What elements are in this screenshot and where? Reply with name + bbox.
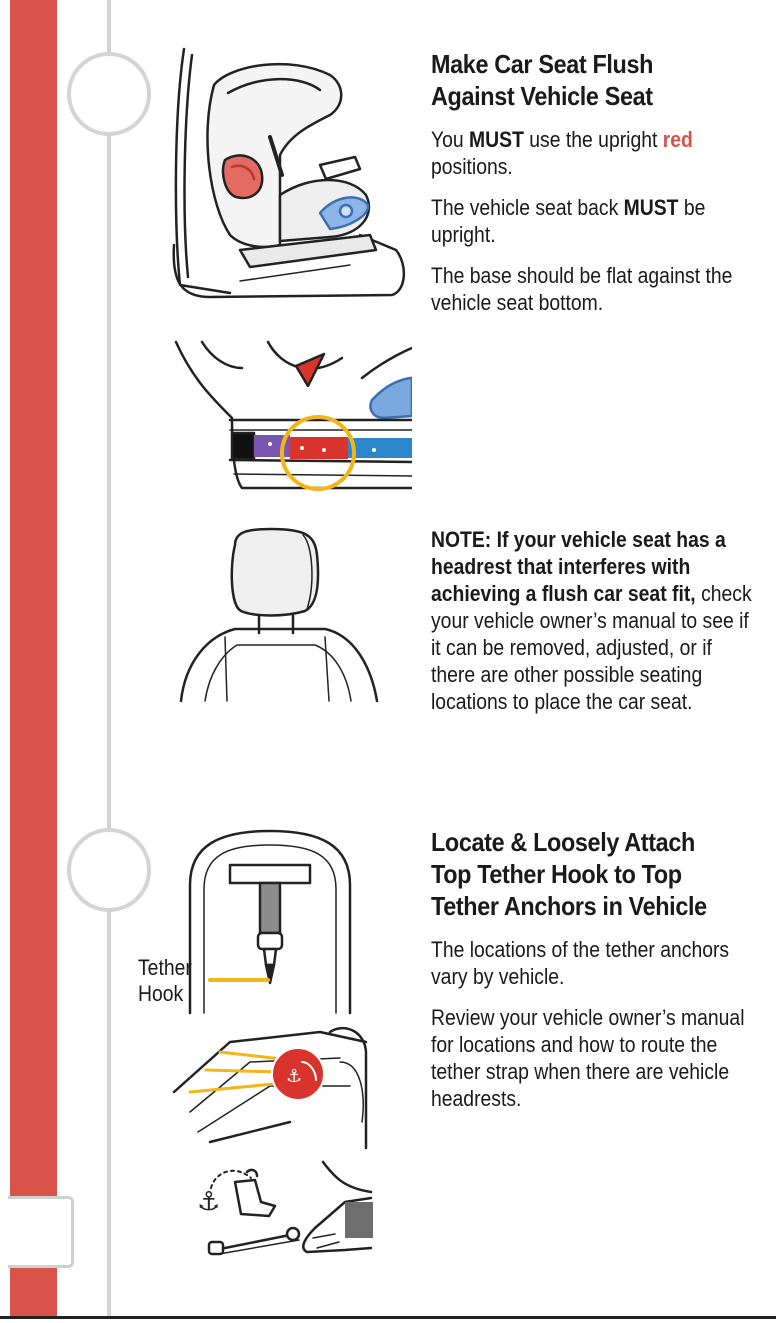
step-2-text [431, 826, 771, 1126]
step-1-paragraph-seatback: The vehicle seat back MUST be upright. [431, 195, 706, 247]
side-color-bar [10, 0, 57, 1316]
step-1-paragraph-upright: You MUST use the upright red positions. [431, 127, 693, 179]
step-1-paragraph-base: The base should be flat against the vehicle seat bottom. [431, 263, 733, 315]
svg-text:⚓: ⚓ [197, 1187, 221, 1217]
bottom-rule [0, 1316, 776, 1319]
hand-tether-strap-illustration [195, 1158, 373, 1266]
tether-anchor-vehicle-illustration [170, 1022, 370, 1150]
step-2-marker [67, 828, 151, 912]
note-text [431, 526, 771, 729]
step-timeline-line [107, 0, 111, 1316]
tether-hook-label: Tether Hook [138, 955, 192, 1006]
tether-hook-seat-illustration [180, 825, 360, 1015]
car-seat-recline-illustration [170, 45, 410, 300]
note-paragraph: NOTE: If your vehicle seat has a headrest that interferes with achieving a flush car seat fit, check your vehicle owner’s manual to see if it can be removed, adjusted, or if there are other possible seating locations to place the car seat. [431, 527, 752, 714]
step-1-text [431, 48, 771, 330]
vehicle-headrest-illustration [175, 525, 385, 705]
svg-text:⚓: ⚓ [286, 1066, 303, 1087]
step-1-title: Make Car Seat Flush Against Vehicle Seat [431, 49, 654, 111]
step-1-marker [67, 52, 151, 136]
step-2-paragraph-locations: The locations of the tether anchors vary by vehicle. [431, 937, 730, 989]
recline-indicator-closeup [172, 338, 412, 496]
page-number-tab [8, 1196, 74, 1268]
step-2-paragraph-review: Review your vehicle owner’s manual for locations and how to route the tether strap when there are vehicle headrests. [431, 1005, 745, 1111]
step-2-title: Locate & Loosely Attach Top Tether Hook to Top Tether Anchors in Vehicle [431, 827, 707, 921]
